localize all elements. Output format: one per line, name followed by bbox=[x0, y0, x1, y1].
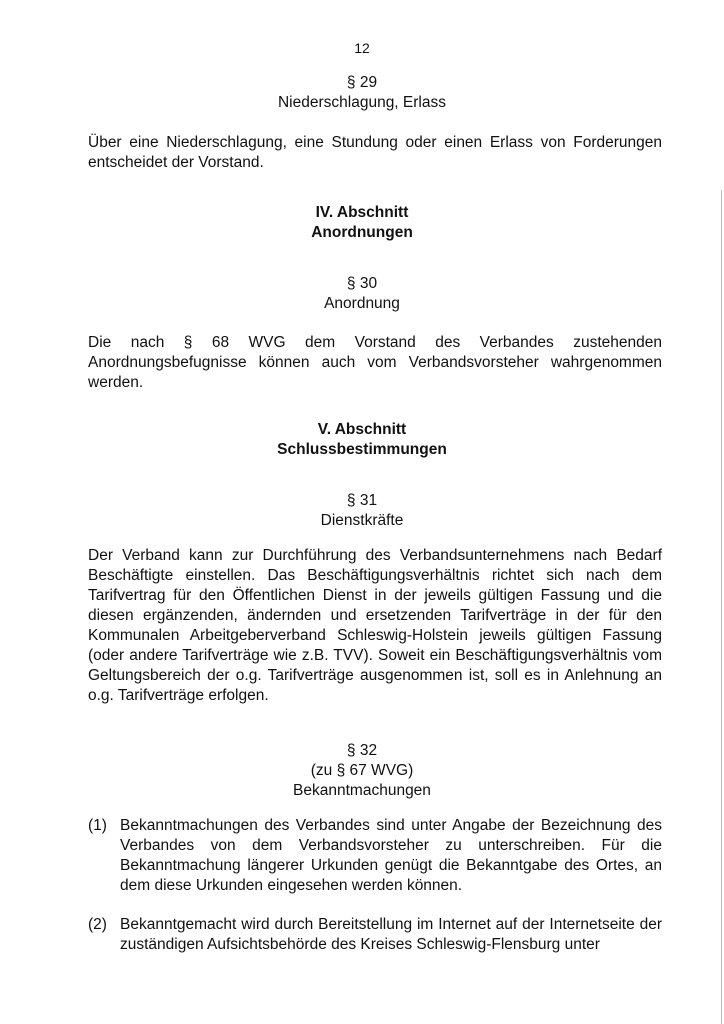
section-31-number: § 31 bbox=[346, 492, 378, 509]
chapter-4-header bbox=[0, 203, 724, 243]
section-31-header bbox=[0, 491, 724, 531]
section-32-reference: (zu § 67 WVG) bbox=[310, 762, 414, 779]
section-29-number: § 29 bbox=[346, 74, 378, 91]
section-32-number: § 32 bbox=[346, 742, 378, 759]
item-text: Bekanntmachungen des Verbandes sind unter Angabe der Bezeichnung des Verbandes von dem Verbandsvorsteher zu unterschreiben. Für die Bekanntmachung längerer Urkunden genügt die Bekanntgabe des Ortes, an dem diese Urkunden eingesehen werden können. bbox=[120, 817, 662, 894]
section-29-text: Über eine Niederschlagung, eine Stundung oder einen Erlass von Forderungen entscheidet der Vorstand. bbox=[88, 134, 662, 171]
section-30-header bbox=[0, 274, 724, 314]
section-30-title: Anordnung bbox=[324, 295, 400, 312]
chapter-5-title: Schlussbestimmungen bbox=[277, 441, 447, 458]
section-30-number: § 30 bbox=[346, 275, 378, 292]
section-32-header bbox=[0, 741, 724, 801]
section-32-title: Bekanntmachungen bbox=[293, 782, 431, 799]
section-32-item-1 bbox=[88, 816, 662, 896]
chapter-5-header bbox=[0, 420, 724, 460]
section-29-header bbox=[0, 73, 724, 113]
page-edge-line bbox=[721, 190, 722, 1024]
section-32-item-2 bbox=[88, 915, 662, 955]
chapter-4-title: Anordnungen bbox=[311, 224, 413, 241]
section-31-title: Dienstkräfte bbox=[320, 512, 404, 529]
chapter-4-heading: IV. Abschnitt bbox=[315, 204, 409, 221]
item-number: (1) bbox=[88, 817, 107, 834]
section-31-text: Der Verband kann zur Durchführung des Verbandsunternehmens nach Bedarf Beschäftigte einstellen. Das Beschäftigungsverhältnis richtet sich nach dem Tarifvertrag für den Öffentlichen Dienst in der jeweils gültigen Fassung und die diesen ergänzenden, ändernden und ersetzenden Tarifverträge in der für den Kommunalen Arbeitgeberverband Schleswig-Holstein jeweils gültigen Fassung (oder andere Tarifverträge wie z.B. TVV). Soweit ein Beschäftigungsverhältnis vom Geltungsbereich der o.g. Tarifverträge ausgenommen ist, soll es in Anlehnung an o.g. Tarifverträge erfolgen. bbox=[88, 547, 662, 704]
section-30-text: Die nach § 68 WVG dem Vorstand des Verbandes zustehenden Anordnungsbefugnisse können auch vom Verbandsvorsteher wahrgenommen werden. bbox=[88, 334, 662, 391]
item-number: (2) bbox=[88, 916, 107, 933]
chapter-5-heading: V. Abschnitt bbox=[317, 421, 407, 438]
section-29-title: Niederschlagung, Erlass bbox=[277, 94, 446, 111]
page-number: 12 bbox=[354, 40, 370, 56]
item-text: Bekanntgemacht wird durch Bereitstellung im Internet auf der Internetseite der zuständigen Aufsichtsbehörde des Kreises Schleswig-Flensburg unter bbox=[120, 916, 662, 953]
